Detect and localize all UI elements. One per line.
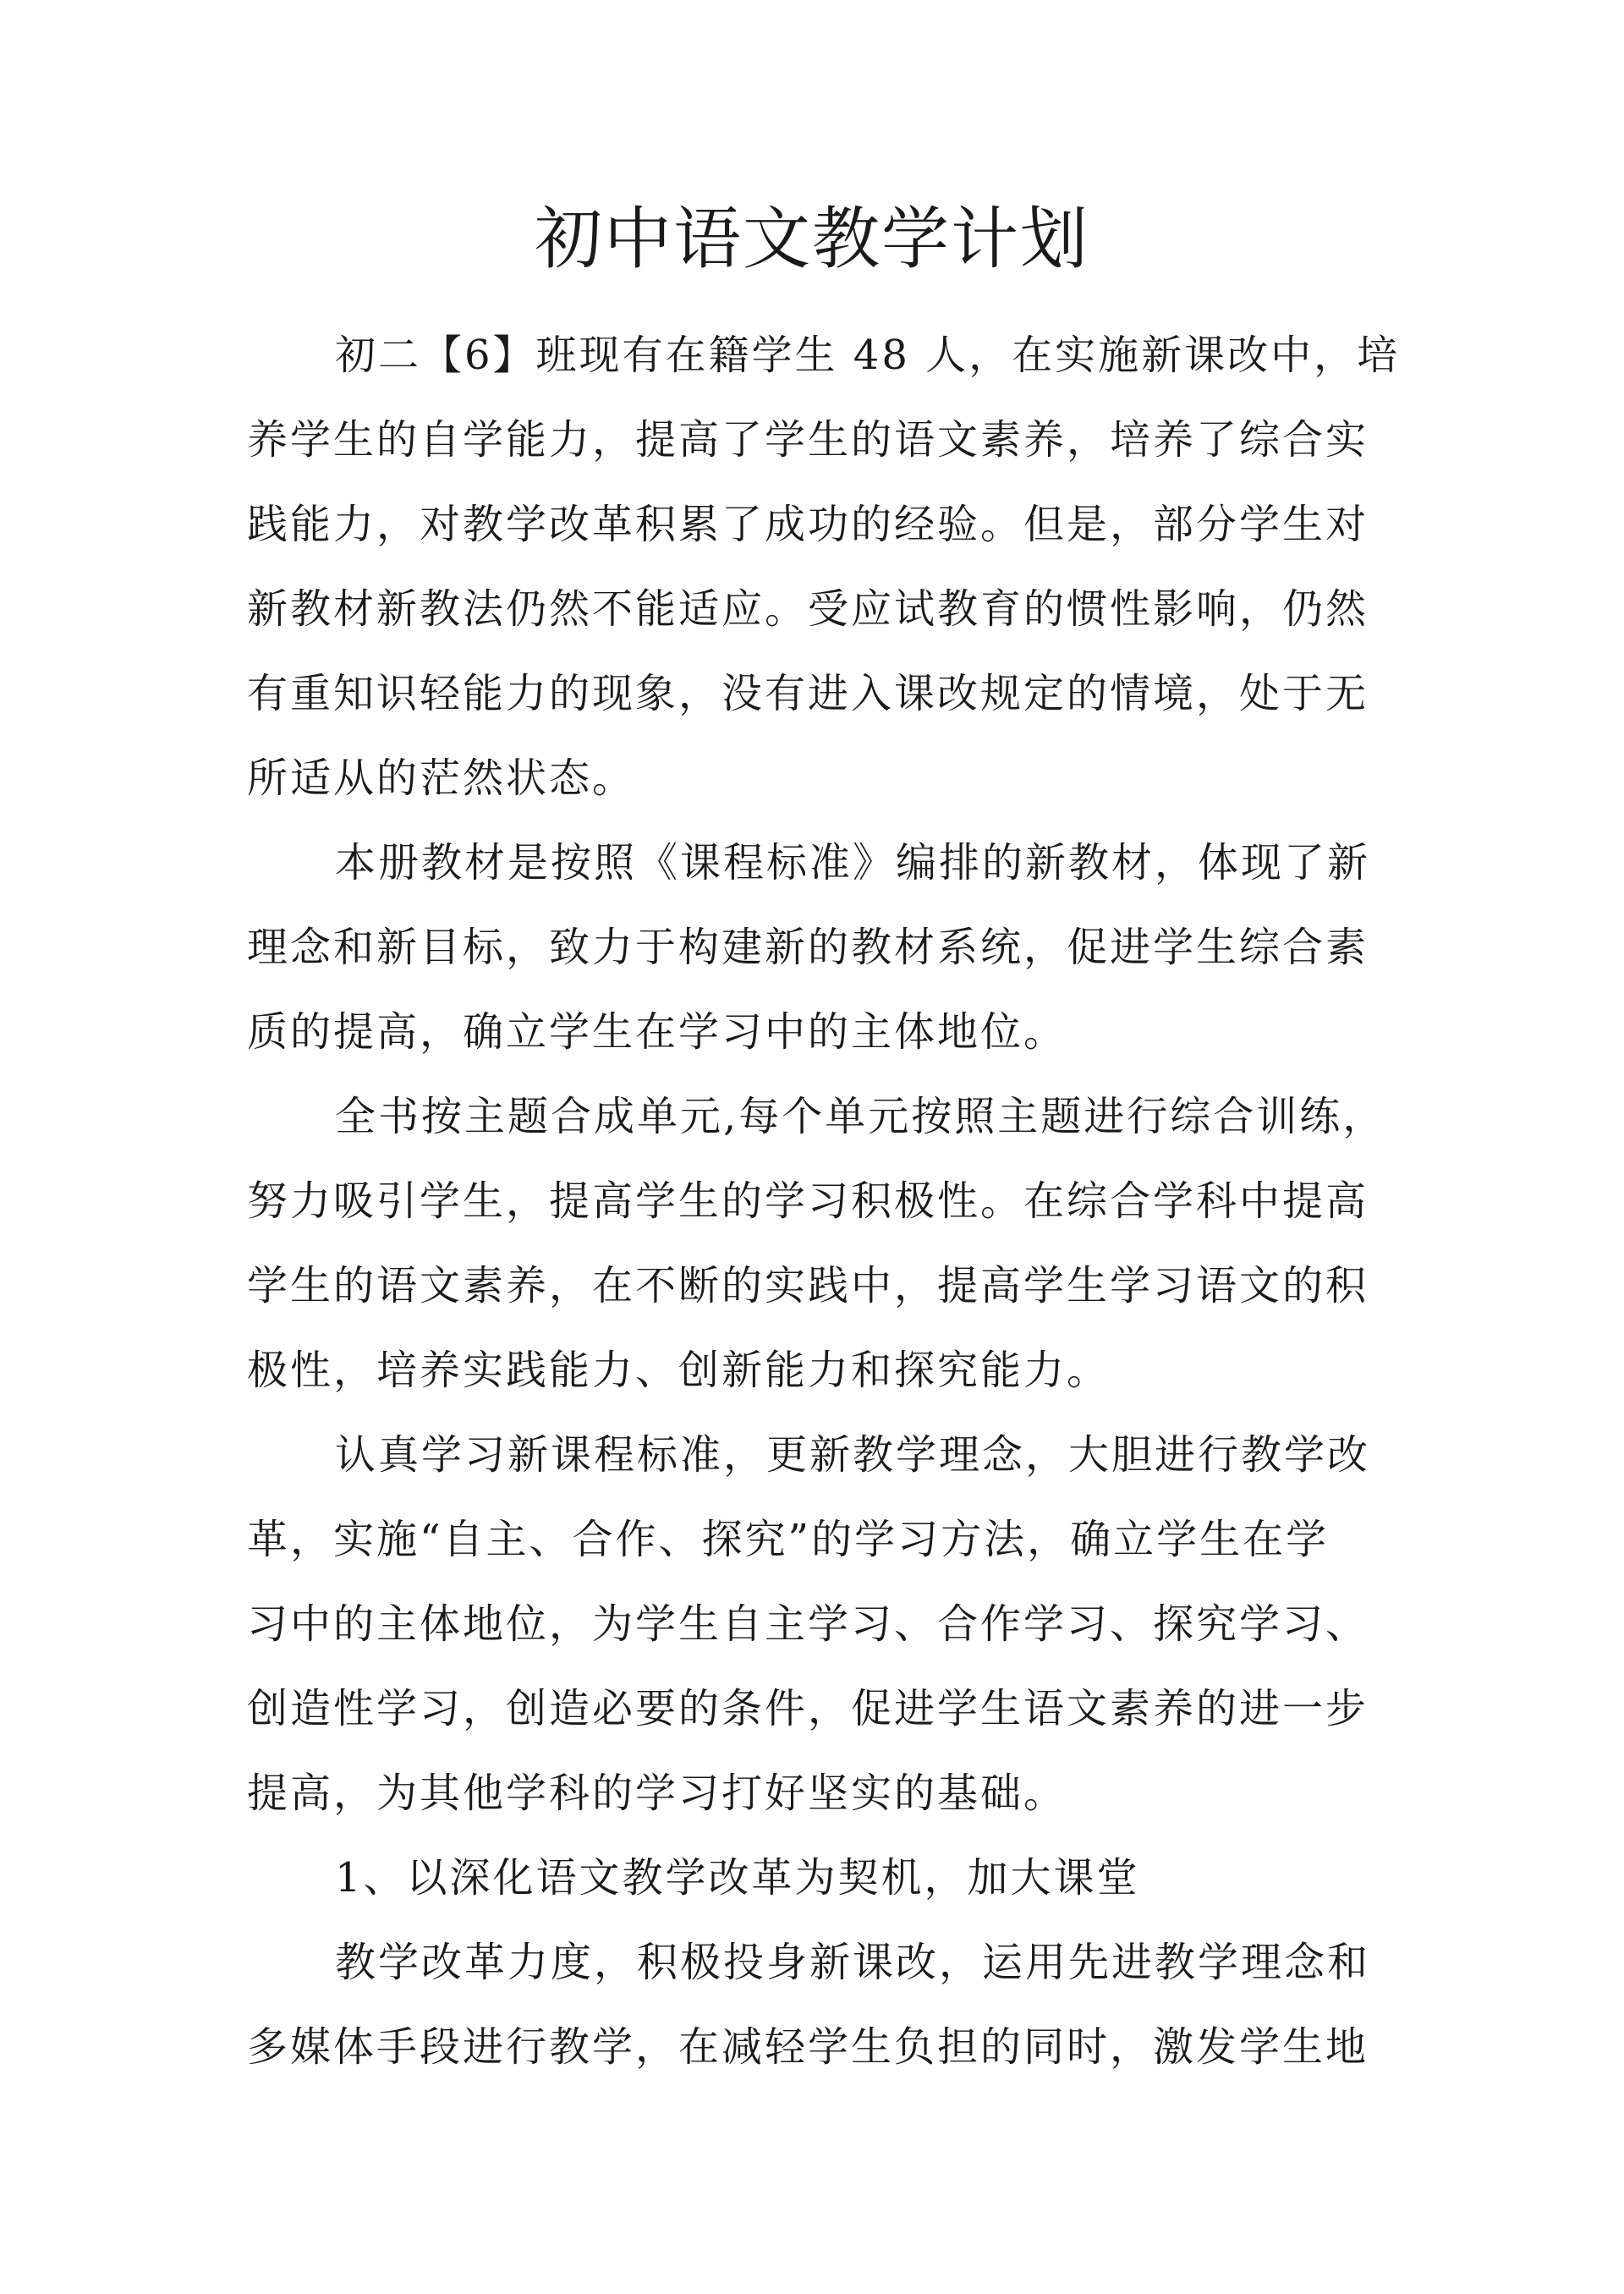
paragraph-3 [247, 1074, 1385, 1413]
text-line: 提高，为其他学科的学习打好坚实的基础。 [247, 1770, 1067, 1817]
paragraph-4 [247, 1413, 1385, 1836]
text-line: 1、以深化语文教学改革为契机，加大课堂 [335, 1854, 1140, 1902]
text-line: 养学生的自学能力，提高了学生的语文素养，培养了综合实 [247, 416, 1369, 464]
document-title: 初中语文教学计划 [535, 200, 1089, 278]
text-line: 多媒体手段进行教学，在减轻学生负担的同时，激发学生地 [247, 2023, 1369, 2071]
text-line: 革，实施“自主、合作、探究”的学习方法，确立学生在学 [247, 1516, 1330, 1563]
text-line: 习中的主体地位，为学生自主学习、合作学习、探究学习、 [247, 1600, 1369, 1648]
paragraph-2 [247, 820, 1385, 1074]
text-line: 新教材新教法仍然不能适应。受应试教育的惯性影响，仍然 [247, 585, 1369, 633]
text-line: 本册教材是按照《课程标准》编排的新教材，体现了新 [335, 839, 1371, 886]
text-line: 学生的语文素养，在不断的实践中，提高学生学习语文的积 [247, 1262, 1369, 1309]
text-line: 所适从的茫然状态。 [247, 755, 636, 802]
text-line: 践能力，对教学改革积累了成功的经验。但是，部分学生对 [247, 501, 1369, 548]
text-line: 初二【6】班现有在籍学生 48 人，在实施新课改中，培 [335, 332, 1401, 379]
text-line: 努力吸引学生，提高学生的学习积极性。在综合学科中提高 [247, 1177, 1369, 1225]
text-line: 极性，培养实践能力、创新能力和探究能力。 [247, 1347, 1111, 1394]
paragraph-5-list-item [247, 1836, 1385, 1920]
paragraph-6 [247, 1920, 1385, 2089]
text-line: 理念和新目标，致力于构建新的教材系统，促进学生综合素 [247, 924, 1369, 971]
text-line: 教学改革力度，积极投身新课改，运用先进教学理念和 [335, 1939, 1371, 1986]
paragraph-1 [247, 313, 1401, 820]
text-line: 有重知识轻能力的现象，没有进入课改规定的情境，处于无 [247, 670, 1369, 717]
document-body [247, 313, 1401, 2089]
text-line: 质的提高，确立学生在学习中的主体地位。 [247, 1008, 1067, 1056]
text-line: 创造性学习，创造必要的条件，促进学生语文素养的进一步 [247, 1685, 1369, 1732]
text-line: 认真学习新课程标准，更新教学理念，大胆进行教学改 [335, 1431, 1371, 1479]
text-line: 全书按主题合成单元,每个单元按照主题进行综合训练， [335, 1093, 1386, 1140]
